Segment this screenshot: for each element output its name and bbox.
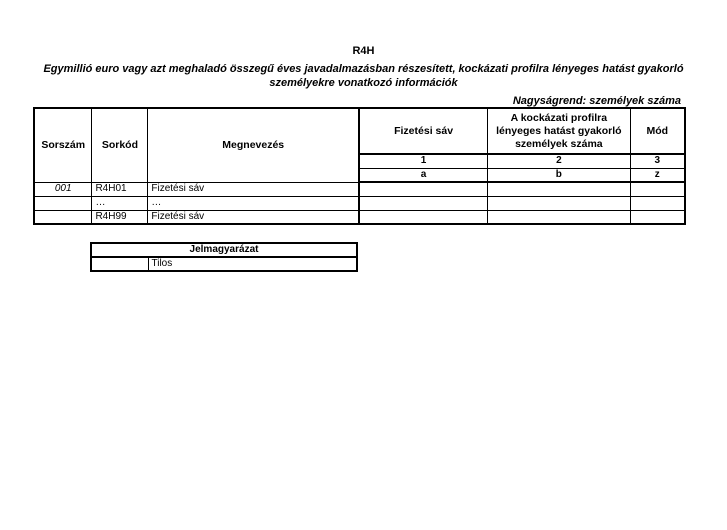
table-row [34,210,685,224]
row-sorszam: 001 [34,182,92,196]
input-cell-a[interactable] [359,210,488,224]
report-title: Egymillió euro vagy azt meghaladó összegű éves javadalmazásban részesített, kockázati profilra lényeges hatást gyakorló személyekre vonatkozó információk [43,63,684,89]
row-sorkod: R4H01 [92,182,148,196]
legend-title: Jelmagyarázat [91,243,357,257]
header-kockazati: A kockázati profilra lényeges hatást gyakorló személyek száma [488,108,631,154]
header-megnevezes: Megnevezés [148,108,359,182]
report-code: R4H [352,45,375,57]
legend-table [90,242,358,272]
main-table [33,107,686,225]
input-cell-z[interactable] [630,182,685,196]
row-sorszam [34,196,92,210]
col-letter: a [359,168,488,182]
table-row [34,182,685,196]
col-letter: z [630,168,685,182]
row-megnevezes: Fizetési sáv [148,182,359,196]
header-mod: Mód [630,108,685,154]
row-megnevezes: Fizetési sáv [148,210,359,224]
header-fizetesi-sav: Fizetési sáv [359,108,488,154]
input-cell-b[interactable] [488,182,631,196]
input-cell-b[interactable] [488,196,631,210]
legend-label: Tilos [148,257,357,271]
row-sorszam [34,210,92,224]
col-number: 2 [488,154,631,168]
input-cell-z[interactable] [630,210,685,224]
header-sorszam: Sorszám [34,108,92,182]
col-letter: b [488,168,631,182]
col-number: 3 [630,154,685,168]
header-sorkod: Sorkód [92,108,148,182]
unit-label: Nagyságrend: személyek száma [512,95,681,107]
row-sorkod: … [92,196,148,210]
input-cell-a[interactable] [359,182,488,196]
row-megnevezes: … [148,196,359,210]
row-sorkod: R4H99 [92,210,148,224]
input-cell-z[interactable] [630,196,685,210]
legend-swatch [91,257,148,271]
input-cell-b[interactable] [488,210,631,224]
input-cell-a[interactable] [359,196,488,210]
col-number: 1 [359,154,488,168]
table-row [34,196,685,210]
